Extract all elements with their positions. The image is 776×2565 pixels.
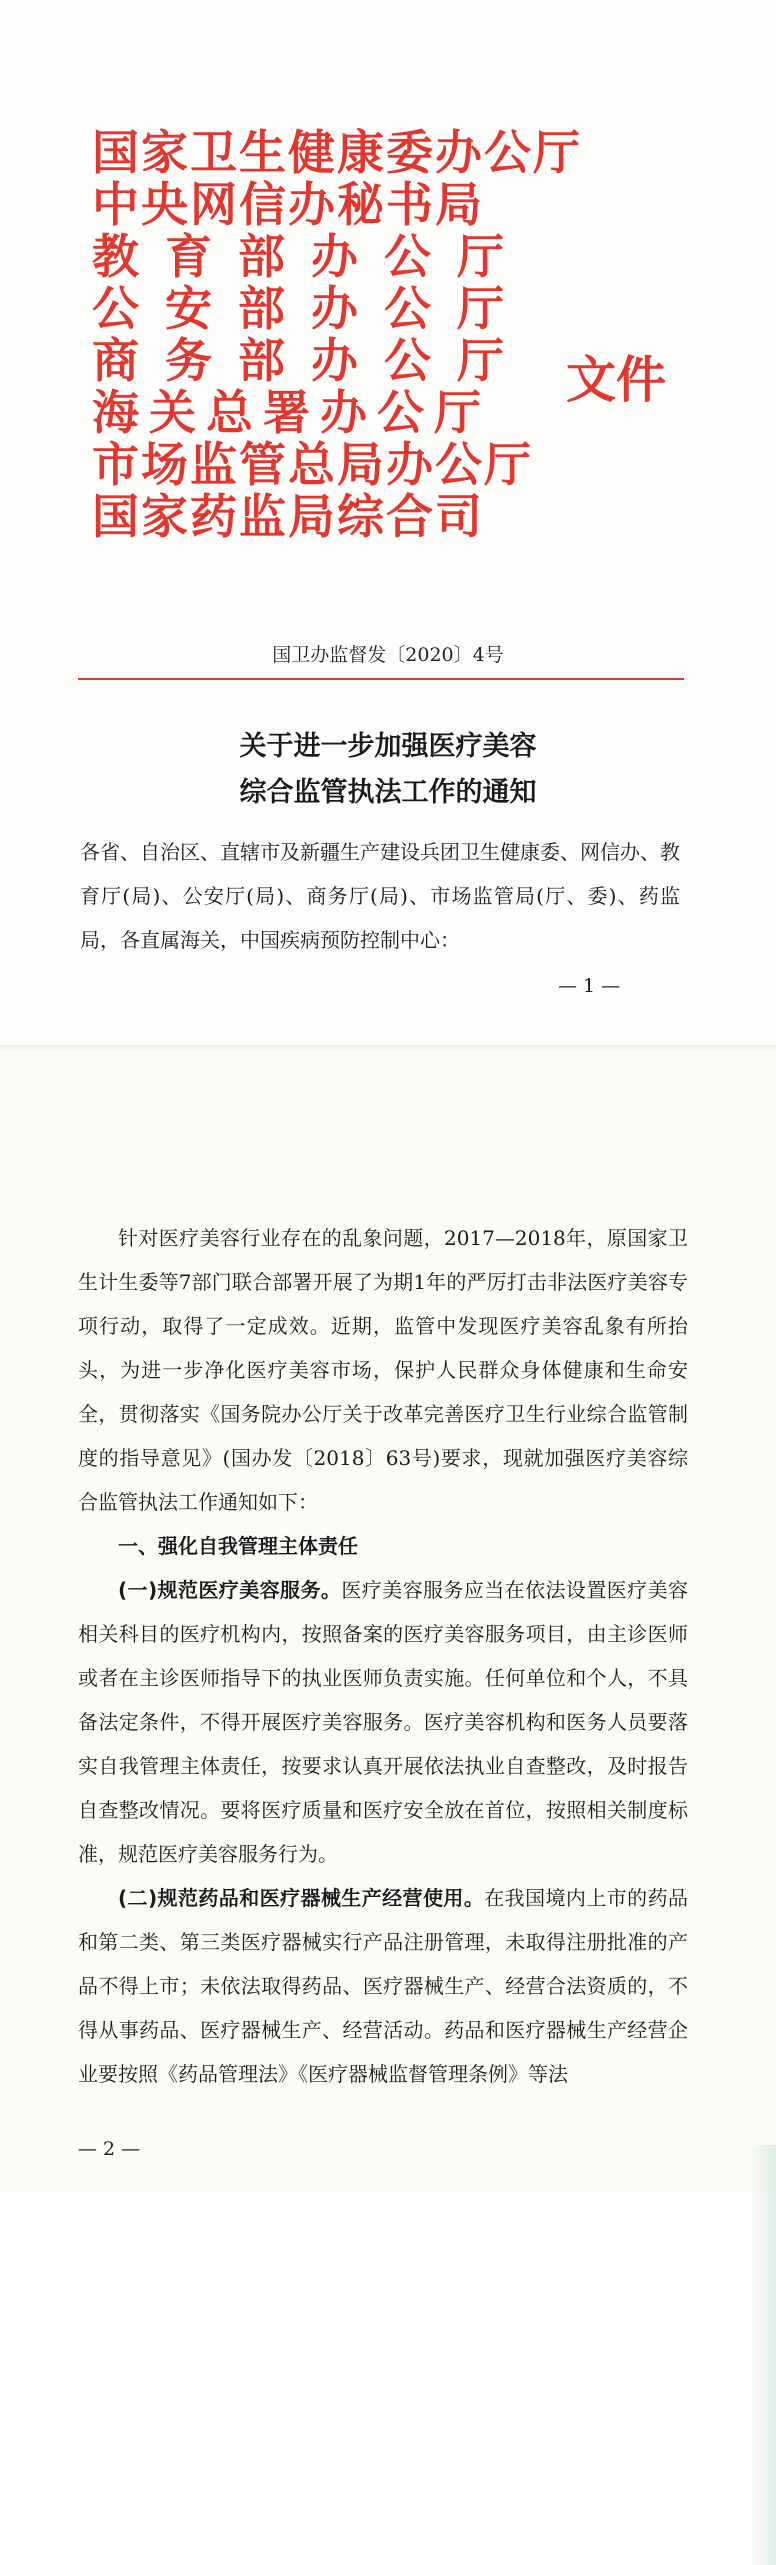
issuing-agencies-block [92,126,582,545]
issuer-line: 市场监管总局办公厅 [92,438,533,493]
issuer-line: 国家卫生健康委办公厅 [92,126,582,181]
title-line-2: 综合监管执法工作的通知 [239,777,537,808]
issuer-line: 教育部办公厅 [92,230,530,285]
document-title [0,724,776,816]
item-1-title: (一)规范医疗美容服务。 [118,1578,342,1602]
issuer-line: 中央网信办秘书局 [92,178,484,233]
page-number: — 2 — [78,2138,141,2160]
document-type-label: 文件 [566,351,666,409]
item-2-title: (二)规范药品和医疗器械生产经营使用。 [118,1886,485,1910]
item-1-paragraph [78,1568,688,1876]
red-divider-line [78,678,684,680]
page-number: — 1 — [558,975,621,997]
item-2-text: 在我国境内上市的药品和第二类、第三类医疗器械实行产品注册管理，未取得注册批准的产品不得上市；未依法取得药品、医疗器械生产、经营合法资质的，不得从事药品、医疗器械生产、经营活动。药品和医疗器械生产经营企业要按照《药品管理法》《医疗器械监督管理条例》等法 [78,1886,689,2086]
issuer-line: 国家药监局综合司 [92,490,484,545]
document-number: 国卫办监督发〔2020〕4号 [272,644,504,666]
page-edge-tint [750,2145,776,2565]
section-heading: 一、强化自我管理主体责任 [118,1534,358,1558]
item-1-text: 医疗美容服务应当在依法设置医疗美容相关科目的医疗机构内，按照备案的医疗美容服务项目，由主诊医师或者在主诊医师指导下的执业医师负责实施。任何单位和个人，不具备法定条件，不得开展医疗美容服务。医疗美容机构和医务人员要落实自我管理主体责任，按要求认真开展依法执业自查整改，及时报告自查整改情况。要将医疗质量和医疗安全放在首位，按照相关制度标准，规范医疗美容服务行为。 [78,1578,689,1866]
issuer-line: 海关总署办公厅 [92,386,491,441]
addressee-paragraph: 各省、自治区、直辖市及新疆生产建设兵团卫生健康委、网信办、教育厅(局)、公安厅(局)、商务厅(局)、市场监管局(厅、委)、药监局，各直属海关，中国疾病预防控制中心： [80,840,680,952]
document-page-1 [0,0,776,1050]
title-line-1: 关于进一步加强医疗美容 [239,731,537,762]
page-2-body [78,1216,688,2096]
item-2-paragraph [78,1876,688,2096]
issuer-line: 商务部办公厅 [92,334,530,389]
intro-paragraph: 针对医疗美容行业存在的乱象问题，2017—2018年，原国家卫生计生委等7部门联合部署开展了为期1年的严厉打击非法医疗美容专项行动，取得了一定成效。近期，监管中发现医疗美容乱象有所抬头，为进一步净化医疗美容市场，保护人民群众身体健康和生命安全，贯彻落实《国务院办公厅关于改革完善医疗卫生行业综合监管制度的指导意见》(国办发〔2018〕63号)要求，现就加强医疗美容综合监管执法工作通知如下： [78,1226,688,1514]
issuer-line: 公安部办公厅 [92,282,530,337]
